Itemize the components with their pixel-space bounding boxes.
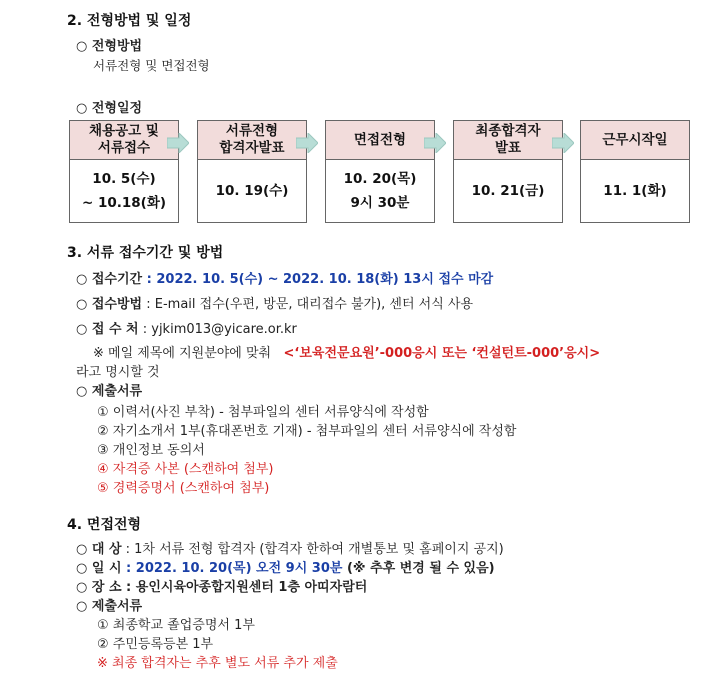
- step-date: 10. 19(수): [215, 183, 289, 199]
- note-tail: 라고 명시할 것: [76, 365, 160, 380]
- dest-label: ○ 접 수 처: [76, 322, 139, 337]
- arrow-right-icon: [552, 133, 574, 153]
- dest-email[interactable]: : yjkim013@yicare.or.kr: [138, 322, 297, 337]
- datetime-label: ○ 일 시: [76, 561, 122, 576]
- method-row: [76, 293, 473, 312]
- note-subject-format: <‘보육전문요원’-000응시 또는 ‘컨설턴트-000’응시>: [283, 346, 601, 361]
- step-title: 근무시작일: [581, 121, 689, 160]
- interview-doc-item: ② 주민등록등본 1부: [97, 637, 214, 652]
- period-sep: :: [142, 272, 157, 287]
- interview-doc-item: ① 최종학교 졸업증명서 1부: [97, 618, 255, 633]
- step-date: 10. 21(금): [471, 183, 545, 199]
- step-title: 채용공고 및 서류접수: [70, 121, 178, 160]
- note-text: ※ 메일 제목에 지원분야에 맞춰: [93, 346, 272, 361]
- interview-docs-label: ○ 제출서류: [76, 599, 143, 614]
- receipt-method-label: ○ 접수방법: [76, 297, 143, 312]
- datetime-row: [76, 557, 495, 576]
- step-title: 면접전형: [326, 121, 434, 160]
- step-date: 10. 5(수) ~ 10.18(화): [81, 171, 167, 211]
- docs-label: ○ 제출서류: [76, 384, 143, 399]
- step-date: 11. 1(화): [603, 183, 667, 199]
- target-label: ○ 대 상: [76, 542, 122, 557]
- step-box: [325, 120, 435, 223]
- place-value: : 용인시육아종합지원센터 1층 아띠자람터: [121, 580, 368, 595]
- doc-item: ⑤ 경력증명서 (스캔하여 첨부): [97, 481, 270, 496]
- method-label: ○ 전형방법: [76, 39, 143, 54]
- step-box: [197, 120, 307, 223]
- datetime-note: (※ 추후 변경 될 수 있음): [342, 561, 495, 576]
- place-row: [76, 576, 367, 595]
- arrow-right-icon: [296, 133, 318, 153]
- receipt-method-value: : E-mail 접수(우편, 방문, 대리접수 불가), 센터 서식 사용: [142, 297, 474, 312]
- doc-item: ④ 자격증 사본 (스캔하여 첨부): [97, 462, 274, 477]
- arrow-right-icon: [167, 133, 189, 153]
- datetime-value: 2022. 10. 20(목) 오전 9시 30분: [135, 561, 343, 576]
- target-row: [76, 538, 504, 557]
- doc-item: ① 이력서(사진 부착) - 첨부파일의 센터 서류양식에 작성함: [97, 405, 429, 420]
- step-box: [69, 120, 179, 223]
- step-box: [453, 120, 563, 223]
- schedule-label: ○ 전형일정: [76, 101, 143, 116]
- doc-item: ② 자기소개서 1부(휴대폰번호 기재) - 첨부파일의 센터 서류양식에 작성함: [97, 424, 517, 439]
- section-4-title: 4. 면접전형: [67, 517, 142, 533]
- final-note: ※ 최종 합격자는 추후 별도 서류 추가 제출: [97, 656, 338, 671]
- arrow-right-icon: [424, 133, 446, 153]
- method-text: 서류전형 및 면접전형: [93, 58, 210, 73]
- step-date: 10. 20(목) 9시 30분: [343, 171, 417, 211]
- period-row: [76, 268, 493, 287]
- section-3-title: 3. 서류 접수기간 및 방법: [67, 245, 224, 261]
- dest-row: [76, 318, 297, 337]
- mail-note: [93, 342, 600, 361]
- step-box: [580, 120, 690, 223]
- doc-item: ③ 개인정보 동의서: [97, 443, 205, 458]
- step-title: 서류전형 합격자발표: [198, 121, 306, 160]
- section-2-title: 2. 전형방법 및 일정: [67, 13, 192, 29]
- place-label: ○ 장 소: [76, 580, 122, 595]
- target-value: : 1차 서류 전형 합격자 (합격자 한하여 개별통보 및 홈페이지 공지): [121, 542, 504, 557]
- step-title: 최종합격자 발표: [454, 121, 562, 160]
- datetime-sep: :: [121, 561, 136, 576]
- period-value: 2022. 10. 5(수) ~ 2022. 10. 18(화) 13시 접수 마감: [156, 272, 494, 287]
- period-label: ○ 접수기간: [76, 272, 143, 287]
